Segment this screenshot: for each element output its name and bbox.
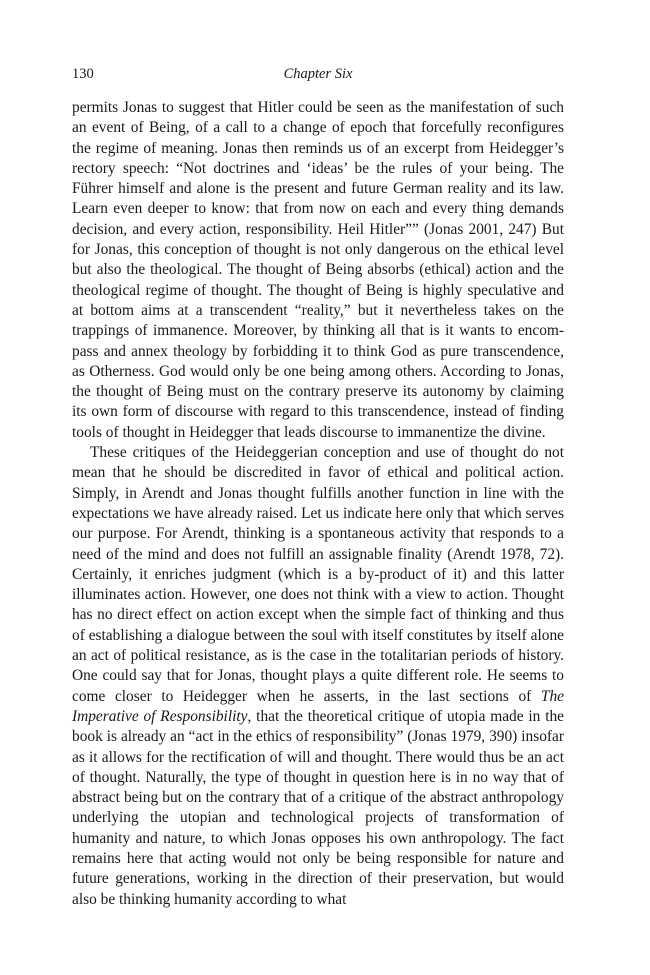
body-text [72, 98, 564, 910]
paragraph-2-text-after: , that the theoretical critique of utopia made in the book is already an “act in the ethics of responsibility” (Jonas 1979, 390) insofar as it allows for the rectification of will and thought. There would thus be an act of thought. Naturally, the type of thought in question here is in no way that of abstract being but on the contrary that of a critique of the abstract anthropology underlying the utopian and technological projects of transformation of humanity and nature, to which Jonas opposes his own anthropology. The fact remains here that acting would not only be being responsible for nature and future generations, working in the direction of their preservation, but would also be thinking humanity according to what [72, 707, 564, 908]
paragraph-2 [72, 443, 564, 910]
page-number: 130 [72, 66, 94, 82]
chapter-title: Chapter Six [283, 66, 353, 82]
running-head [72, 64, 564, 84]
book-title-italic: The Imperative of Responsibility [72, 687, 564, 725]
paragraph-1: permits Jonas to suggest that Hitler could be seen as the manifestation of such an event of Being, of a call to a change of epoch that forcefully reconfigures the regime of meaning. Jonas then reminds us of an excerpt from Heidegger’s rectory speech: “Not doctrines and ‘ideas’ be the rules of your being. The Führer himself and alone is the present and future German reality and its law. Learn even deeper to know: that from now on each and every thing demands decision, and every action, responsibility. Heil Hitler”” (Jonas 2001, 247) But for Jonas, this conception of thought is not only dangerous on the ethical level but also the theological. The thought of Being absorbs (ethical) action and the theological regime of thought. The thought of Being is highly speculative and at bottom aims at a transcendent “reality,” but it nevertheless takes on the trappings of immanence. Moreover, by thinking all that is it wants to encompass and annex theology by forbidding it to think God as pure transcendence, as Otherness. God would only be one being among others. According to Jonas, the thought of Being must on the contrary preserve its autonomy by claiming its own form of discourse with regard to this transcendence, instead of finding tools of thought in Heidegger that leads discourse to immanentize the divine. [72, 99, 564, 441]
paragraph-2-text-before: These critiques of the Heideggerian conception and use of thought do not mean that he should be discredited in favor of ethical and political action. Simply, in Arendt and Jonas thought fulfills another function in line with the expectations we have already raised. Let us indicate here only that which serves our purpose. For Arendt, thinking is a spontaneous activity that responds to a need of the mind and does not fulfill an assignable finality (Arendt 1978, 72). Certainly, it enriches judgment (which is a by-product of it) and this latter illuminates action. However, one does not think with a view to action. Thought has no direct effect on action except when the simple fact of thinking and thus of establishing a dialogue between the soul with itself constitutes by itself alone an act of political resistance, as is the case in the totalitarian periods of history. One could say that for Jonas, thought plays a quite different role. He seems to come closer to Heidegger when he asserts, in the last sections of [72, 444, 564, 705]
